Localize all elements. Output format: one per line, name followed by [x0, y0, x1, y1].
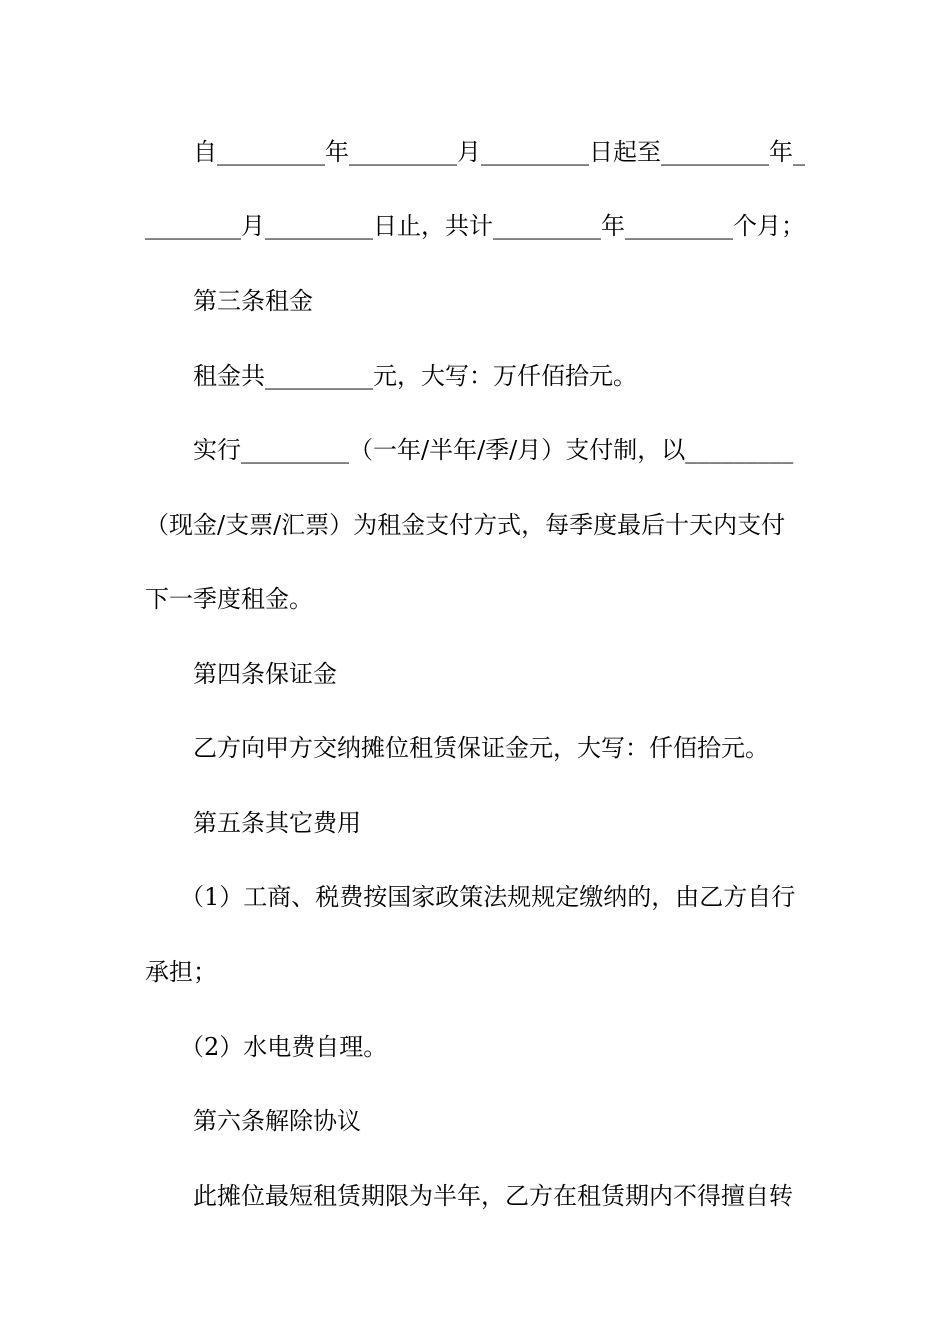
text-line-tax-fees: （1）工商、税费按国家政策法规规定缴纳的，由乙方自行	[180, 883, 796, 911]
text-line-term-start: 自_________年_________月_________日起至_________年_	[193, 138, 805, 166]
text-line-payment-method: （现金/支票/汇票）为租金支付方式，每季度最后十天内支付	[145, 511, 786, 539]
text-line-min-term: 此摊位最短租赁期限为半年，乙方在租赁期内不得擅自转	[193, 1182, 793, 1210]
text-line-utilities: （2）水电费自理。	[180, 1033, 388, 1061]
text-line-rent-amount: 租金共_________元，大写：万仟佰拾元。	[193, 362, 637, 390]
section-heading-other-fees: 第五条其它费用	[193, 809, 361, 837]
text-line-bear-costs: 承担；	[145, 958, 217, 986]
text-line-next-quarter: 下一季度租金。	[145, 585, 313, 613]
section-heading-rent: 第三条租金	[193, 287, 313, 315]
text-line-term-end: ________月_________日止，共计_________年_________个月；	[145, 212, 805, 240]
section-heading-deposit: 第四条保证金	[193, 660, 337, 688]
text-line-payment-system: 实行_________（一年/半年/季/月）支付制，以_________	[193, 436, 794, 464]
text-line-deposit: 乙方向甲方交纳摊位租赁保证金元，大写：仟佰拾元。	[193, 734, 769, 762]
section-heading-termination: 第六条解除协议	[193, 1107, 361, 1135]
